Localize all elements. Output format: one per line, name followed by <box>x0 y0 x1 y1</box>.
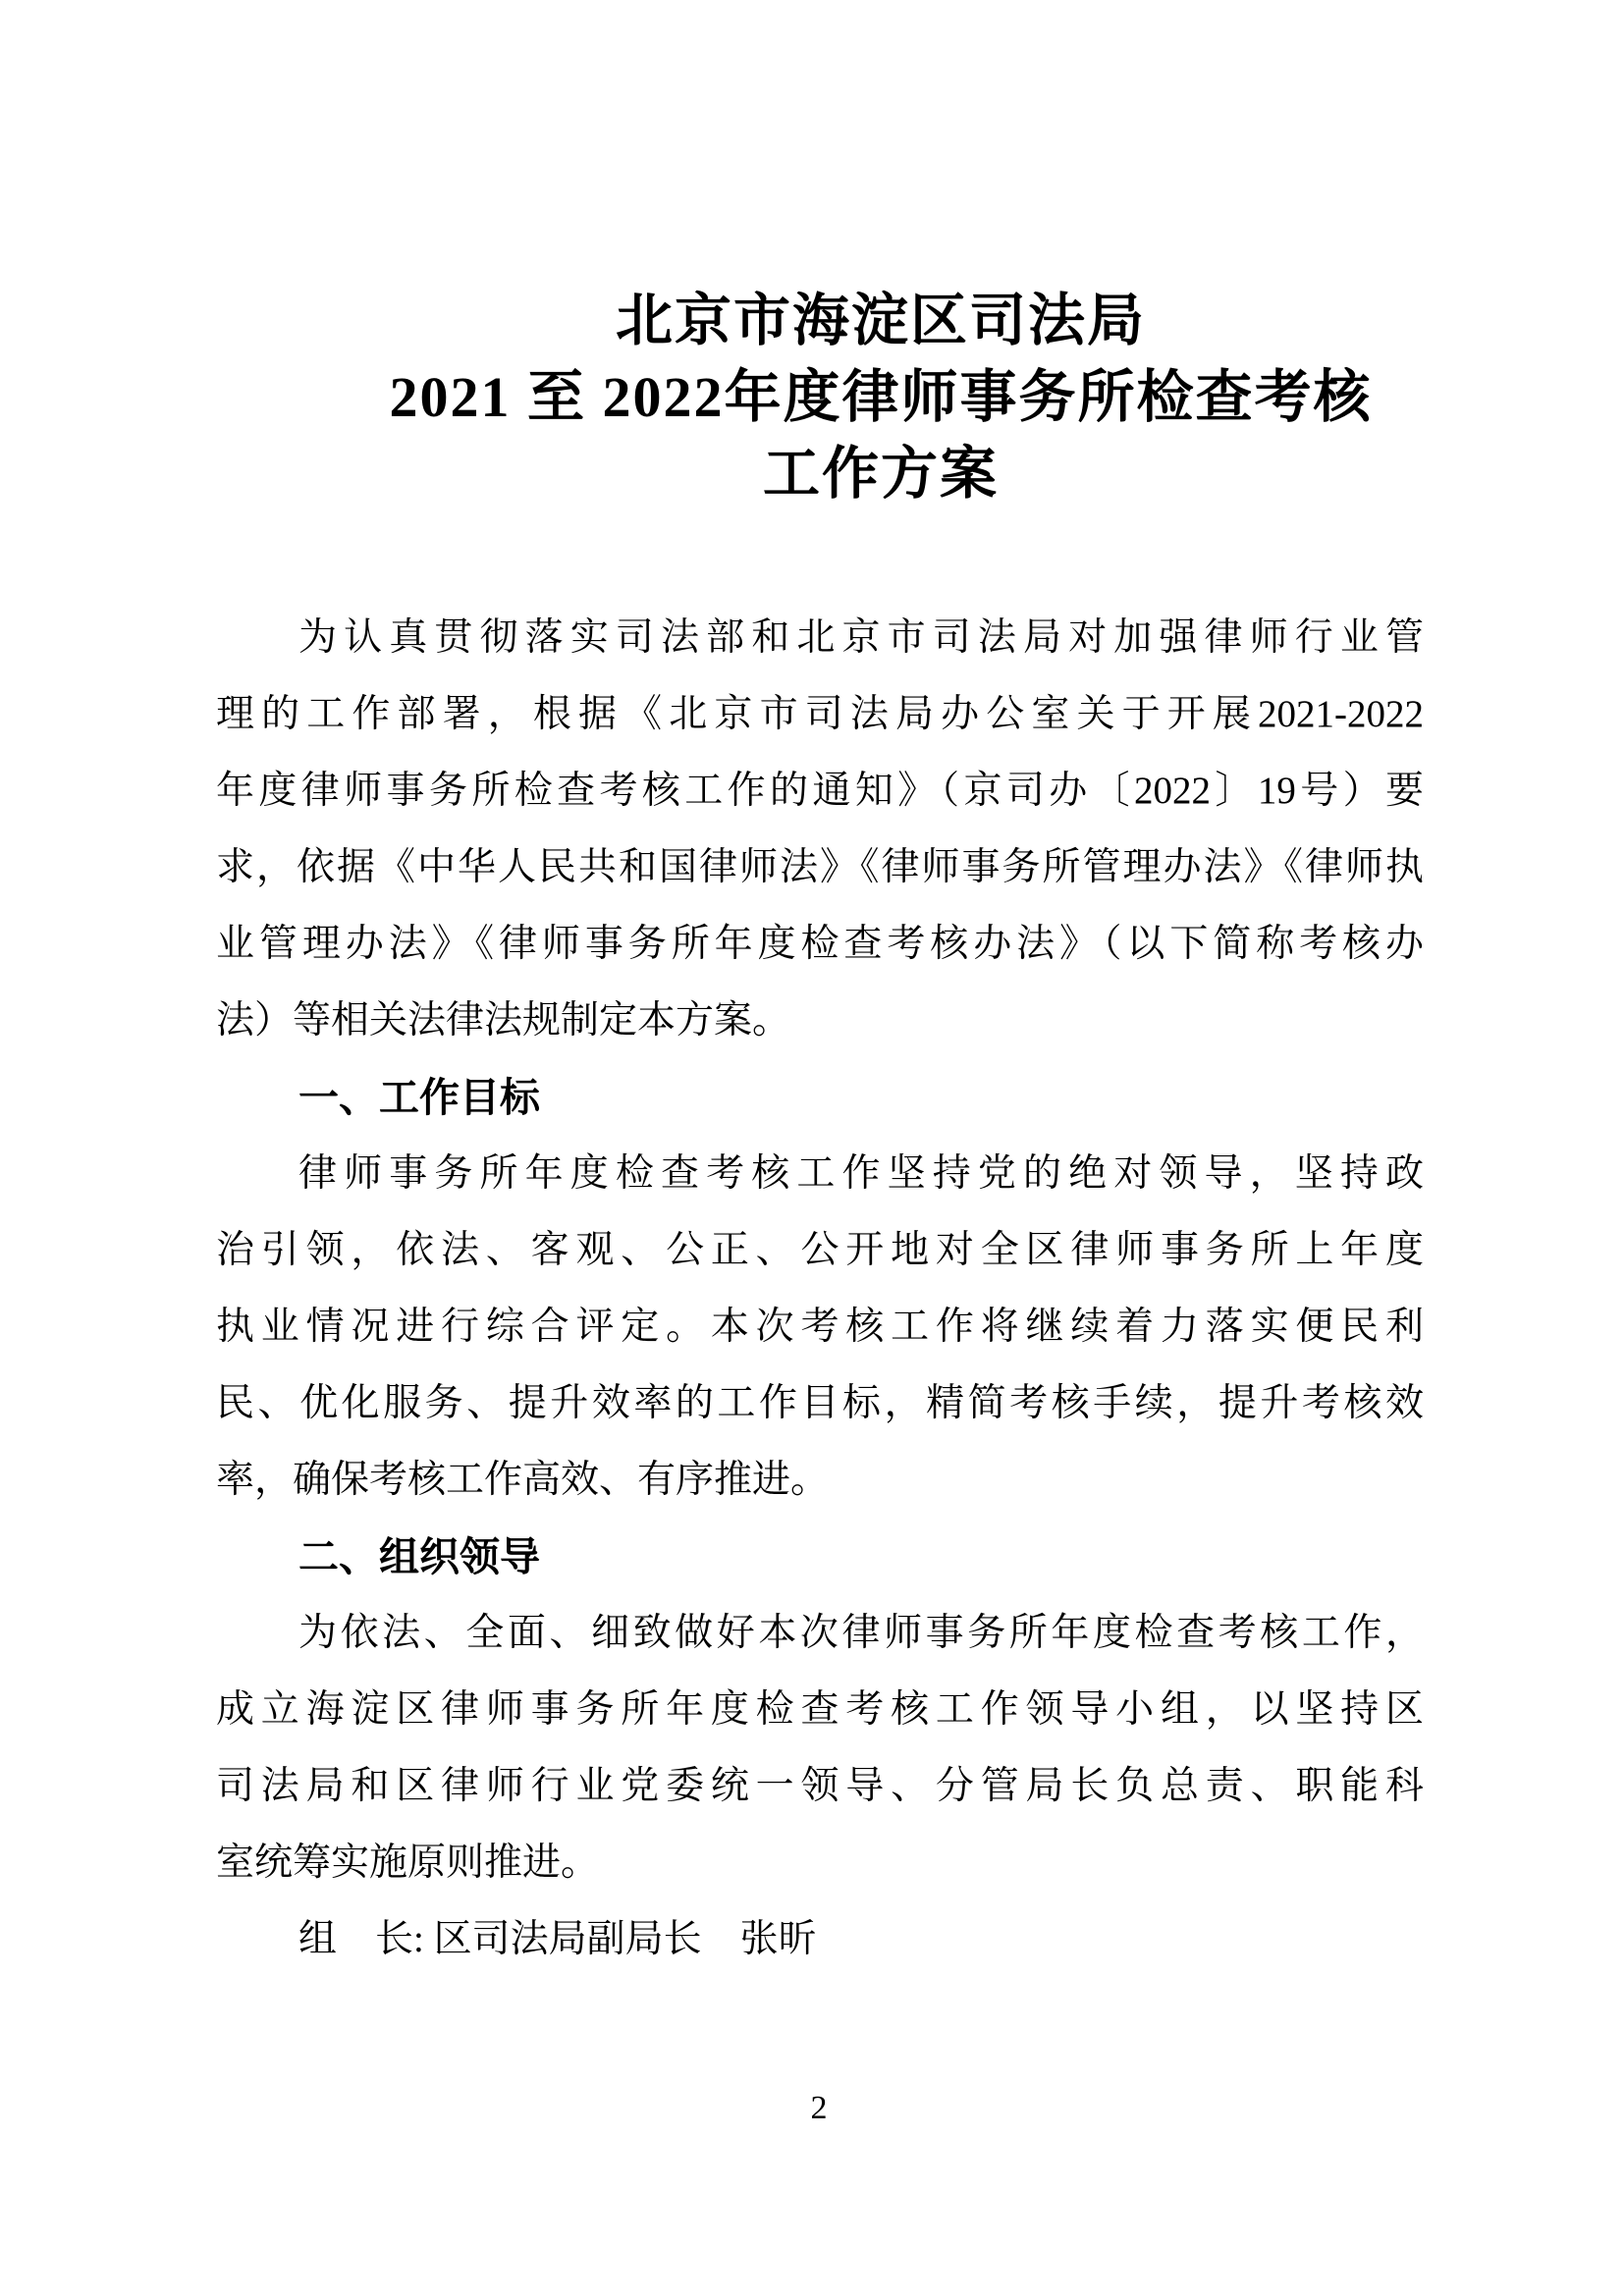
group-leader-line: 组 长: 区司法局副局长 张昕 <box>298 1918 817 1960</box>
section-heading-2: 二、组织领导 <box>298 1534 540 1579</box>
paragraph-line: 为依法、全面、细致做好本次律师事务所年度检查考核工作， <box>298 1612 1424 1654</box>
paragraph-line: 业管理办法》《律师事务所年度检查考核办法》（以下简称考核办 <box>216 923 1424 965</box>
title-line-2: 2021 至 2022年度律师事务所检查考核 <box>389 365 1373 429</box>
paragraph-line: 治引领，依法、客观、公正、公开地对全区律师事务所上年度 <box>216 1229 1424 1271</box>
document-body <box>216 600 1424 1978</box>
section-heading-1: 一、工作目标 <box>298 1075 540 1120</box>
title-line-1: 北京市海淀区司法局 <box>615 289 1146 352</box>
paragraph-line: 为认真贯彻落实司法部和北京市司法局对加强律师行业管 <box>298 616 1424 659</box>
page-number: 2 <box>810 2090 828 2126</box>
paragraph-line: 民、优化服务、提升效率的工作目标，精简考核手续，提升考核效 <box>216 1382 1424 1424</box>
paragraph-line: 理的工作部署，根据《北京市司法局办公室关于开展2021-2022 <box>216 693 1424 735</box>
paragraph-line: 司法局和区律师行业党委统一领导、分管局长负总责、职能科 <box>216 1765 1424 1807</box>
paragraph-line: 律师事务所年度检查考核工作坚持党的绝对领导，坚持政 <box>298 1152 1424 1195</box>
title-line-3: 工作方案 <box>762 442 999 506</box>
paragraph-line: 执业情况进行综合评定。本次考核工作将继续着力落实便民利 <box>216 1306 1424 1348</box>
paragraph-line: 年度律师事务所检查考核工作的通知》（京司办〔2022〕19号）要 <box>216 770 1424 812</box>
paragraph-line: 成立海淀区律师事务所年度检查考核工作领导小组，以坚持区 <box>216 1688 1424 1731</box>
paragraph-line: 求，依据《中华人民共和国律师法》《律师事务所管理办法》《律师执 <box>216 846 1424 888</box>
paragraph-line: 室统筹实施原则推进。 <box>216 1842 600 1884</box>
paragraph-line: 率，确保考核工作高效、有序推进。 <box>216 1459 830 1501</box>
paragraph-line: 法）等相关法律法规制定本方案。 <box>216 999 791 1041</box>
document-title <box>0 283 1624 512</box>
